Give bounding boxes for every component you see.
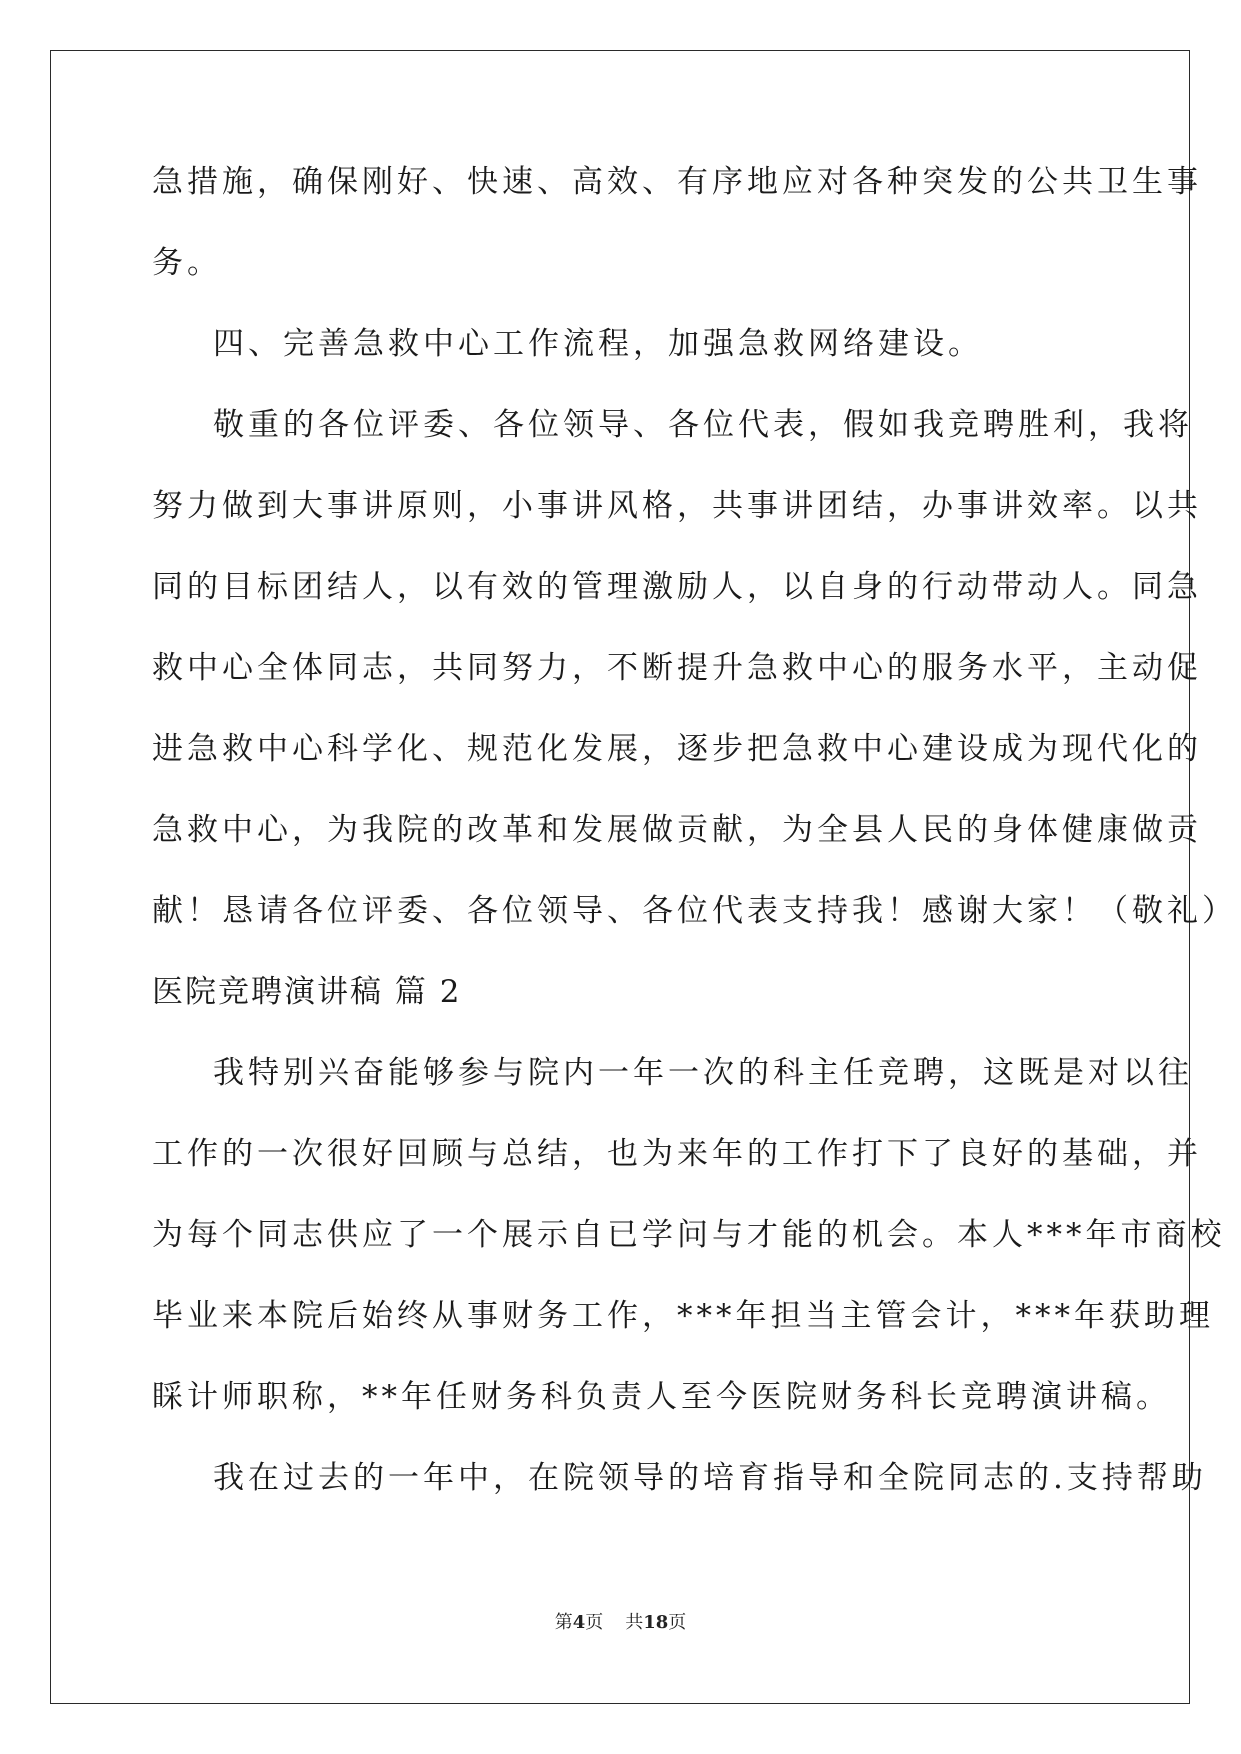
text-line: 急救中心，为我院的改革和发展做贡献，为全县人民的身体健康做贡 — [152, 812, 1202, 848]
text-line: 同的目标团结人，以有效的管理激励人，以自身的行动带动人。同急 — [152, 569, 1202, 605]
text-line: 敬重的各位评委、各位领导、各位代表，假如我竞聘胜利，我将 — [213, 407, 1193, 443]
text-line: 睬计师职称，**年任财务科负责人至今医院财务科长竞聘演讲稿。 — [152, 1379, 1171, 1415]
total-pages-number: 18 — [643, 1612, 669, 1633]
footer-total-prefix: 共 — [625, 1612, 644, 1633]
text-line: 我在过去的一年中，在院领导的培育指导和全院同志的.支持帮助 — [213, 1460, 1207, 1496]
text-line: 毕业来本院后始终从事财务工作，***年担当主管会计，***年获助理 — [152, 1298, 1214, 1334]
page-footer — [0, 1608, 1241, 1634]
document-body — [152, 160, 1237, 1537]
text-line: 急措施，确保刚好、快速、高效、有序地应对各种突发的公共卫生事 — [152, 164, 1202, 200]
text-line: 为每个同志供应了一个展示自已学问与才能的机会。本人***年市商校 — [152, 1217, 1226, 1253]
current-page-number: 4 — [572, 1612, 586, 1633]
text-line: 四、完善急救中心工作流程，加强急救网络建设。 — [213, 326, 983, 362]
text-line: 工作的一次很好回顾与总结，也为来年的工作打下了良好的基础，并 — [152, 1136, 1202, 1172]
text-line: 救中心全体同志，共同努力，不断提升急救中心的服务水平，主动促 — [152, 650, 1202, 686]
section-title: 医院竞聘演讲稿 篇 2 — [152, 974, 462, 1010]
footer-page-suffix: 页 — [585, 1612, 604, 1633]
text-line: 努力做到大事讲原则，小事讲风格，共事讲团结，办事讲效率。以共 — [152, 488, 1202, 524]
footer-total-suffix: 页 — [668, 1612, 687, 1633]
text-line: 进急救中心科学化、规范化发展，逐步把急救中心建设成为现代化的 — [152, 731, 1202, 767]
text-line: 献！恳请各位评委、各位领导、各位代表支持我！感谢大家！（敬礼） — [152, 893, 1237, 929]
text-line: 务。 — [152, 245, 222, 281]
footer-prefix: 第 — [554, 1612, 573, 1633]
text-line: 我特别兴奋能够参与院内一年一次的科主任竞聘，这既是对以往 — [213, 1055, 1193, 1091]
